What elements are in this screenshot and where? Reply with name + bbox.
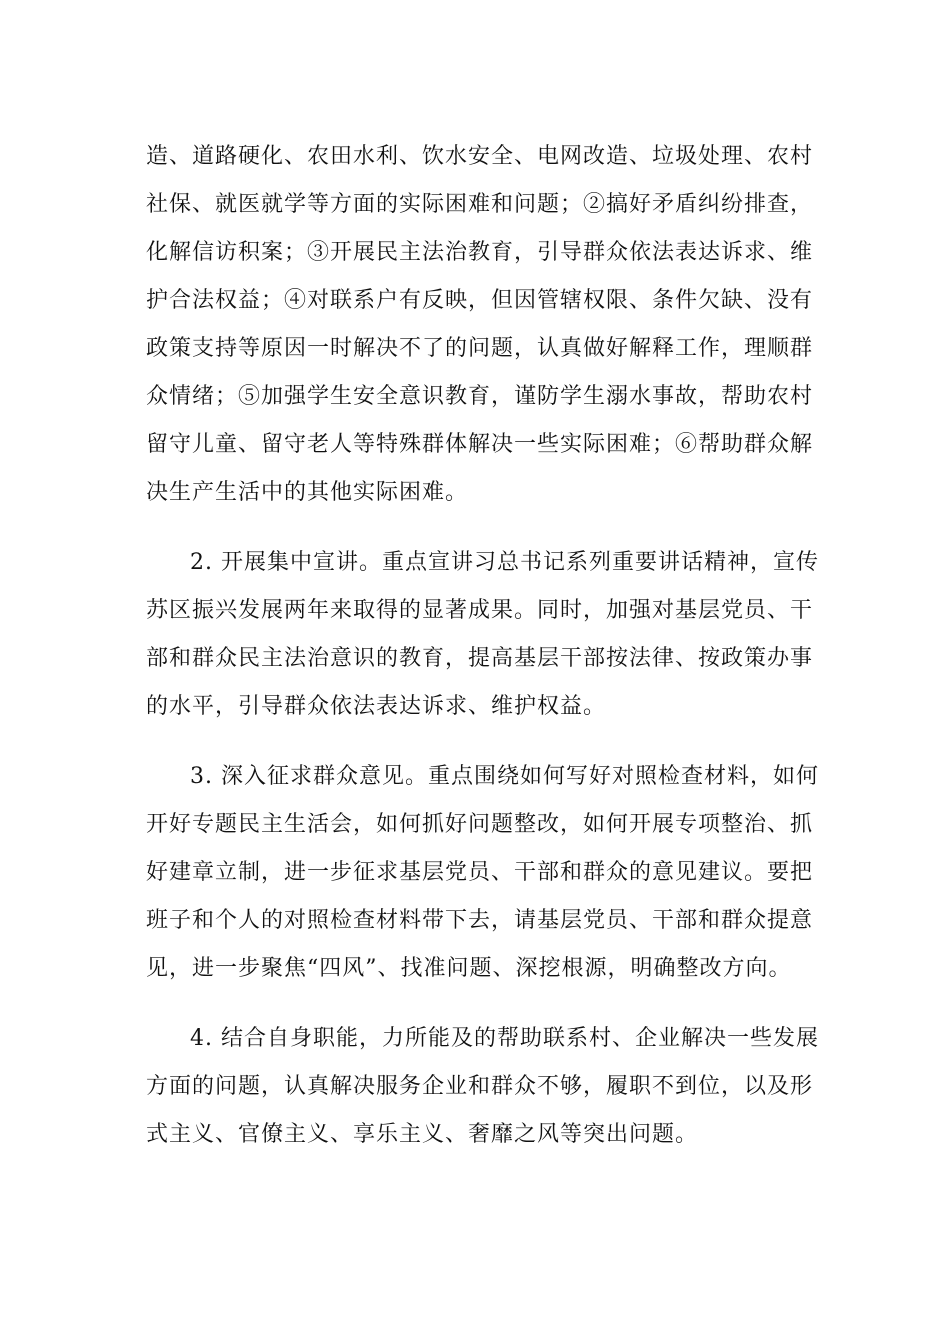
text-line: 3. 深入征求群众意见。重点围绕如何写好对照检查材料，如何: [190, 764, 819, 789]
text-line: 苏区振兴发展两年来取得的显著成果。同时，加强对基层党员、干: [146, 598, 814, 623]
text-line: 众情绪；⑤加强学生安全意识教育，谨防学生溺水事故，帮助农村: [146, 384, 814, 409]
text-line: 4. 结合自身职能，力所能及的帮助联系村、企业解决一些发展: [190, 1026, 819, 1051]
text-line: 社保、就医就学等方面的实际困难和问题；②搞好矛盾纠纷排查，: [146, 192, 814, 217]
paragraph-2: [146, 539, 819, 731]
text-line: 化解信访积案；③开展民主法治教育，引导群众依法表达诉求、维: [146, 240, 814, 265]
paragraph-3: [146, 753, 819, 993]
text-line: 的水平，引导群众依法表达诉求、维护权益。: [146, 694, 607, 719]
document-body: [146, 133, 819, 1159]
text-line: 2. 开展集中宣讲。重点宣讲习总书记系列重要讲话精神，宣传: [190, 550, 819, 575]
text-line: 护合法权益；④对联系户有反映，但因管辖权限、条件欠缺、没有: [146, 288, 814, 313]
text-line: 开好专题民主生活会，如何抓好问题整改，如何开展专项整治、抓: [146, 812, 814, 837]
text-line: 造、道路硬化、农田水利、饮水安全、电网改造、垃圾处理、农村: [146, 144, 814, 169]
text-line: 好建章立制，进一步征求基层党员、干部和群众的意见建议。要把: [146, 860, 814, 885]
paragraph-1: [146, 133, 814, 517]
text-line: 方面的问题，认真解决服务企业和群众不够，履职不到位，以及形: [146, 1074, 814, 1099]
paragraph-gap: [146, 731, 796, 753]
paragraph-gap: [146, 517, 796, 539]
text-line: 部和群众民主法治意识的教育，提高基层干部按法律、按政策办事: [146, 646, 814, 671]
text-line: 式主义、官僚主义、享乐主义、奢靡之风等突出问题。: [146, 1122, 699, 1147]
paragraph-gap: [146, 993, 796, 1015]
text-line: 见，进一步聚焦“四风”、找准问题、深挖根源，明确整改方向。: [146, 956, 792, 981]
paragraph-4: [146, 1015, 819, 1159]
text-line: 班子和个人的对照检查材料带下去，请基层党员、干部和群众提意: [146, 908, 814, 933]
text-line: 政策支持等原因一时解决不了的问题，认真做好解释工作，理顺群: [146, 336, 814, 361]
text-line: 留守儿童、留守老人等特殊群体解决一些实际困难；⑥帮助群众解: [146, 432, 814, 457]
text-line: 决生产生活中的其他实际困难。: [146, 480, 469, 505]
